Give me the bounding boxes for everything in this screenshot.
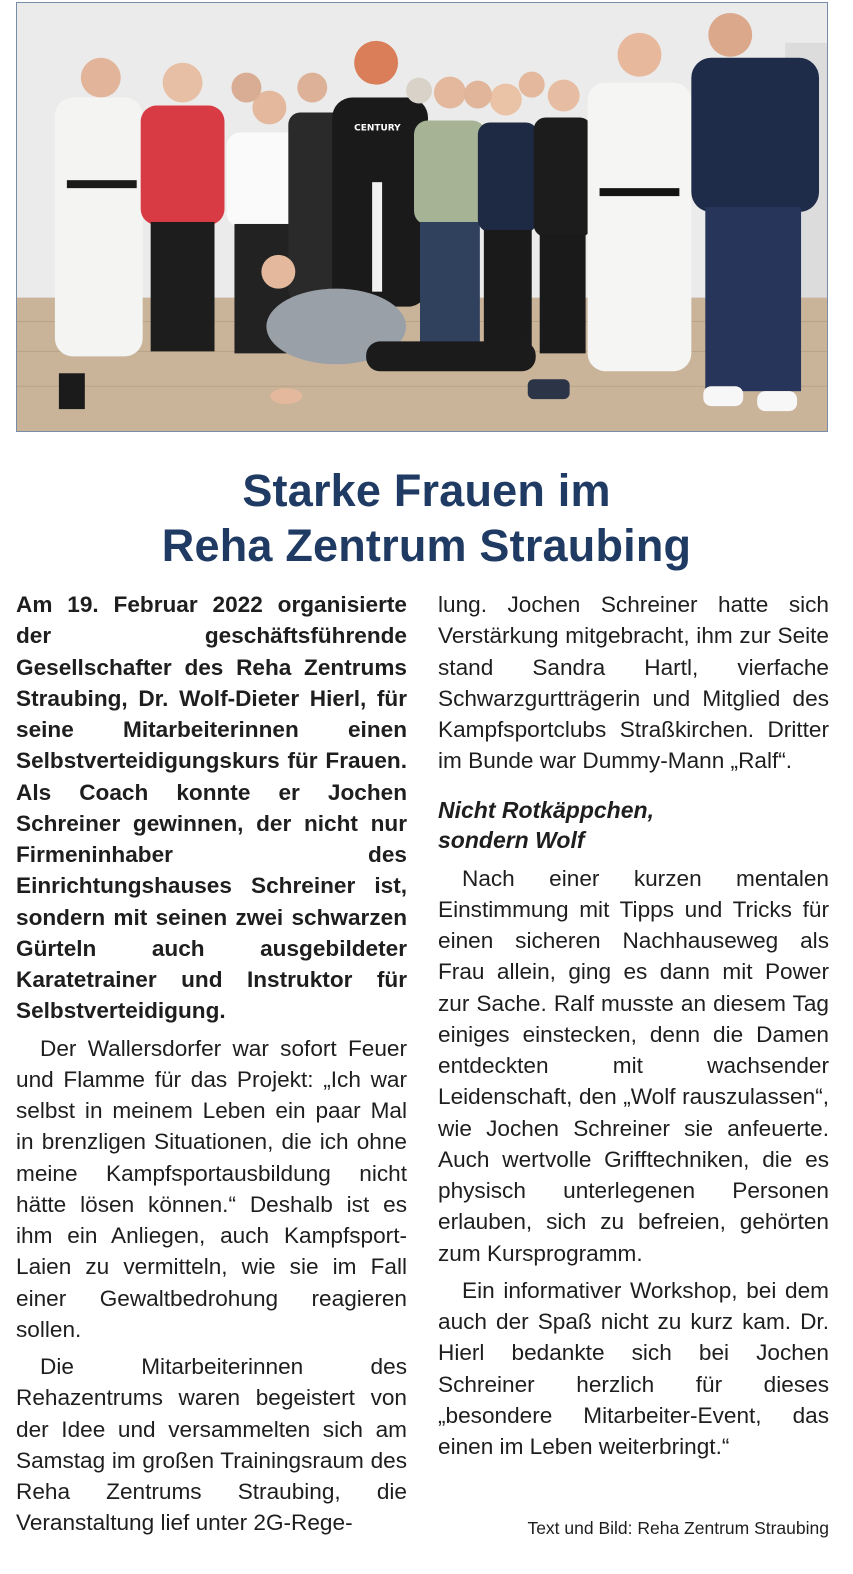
subheading-line-1: Nicht Rotkäppchen, bbox=[438, 796, 654, 823]
group-photo-image bbox=[17, 3, 827, 431]
body-paragraph-3: Nach einer kurzen mentalen Einstimmung mit Tipps und Tricks für einen sicheren Nachhauseweg als Frau allein, ging es dann mit Power zur Sache. Ralf musste an diesem Tag einiges einstecken, denn die Damen entdeckten mit wachsender Leidenschaft, den „Wolf rauszulassen“, wie Jochen Schreiner sie anfeuerte. Auch wertvolle Grifftechniken, die es physisch unterlegenen Personen erlauben, sich zu befreien, gehörten zum Kursprogramm. bbox=[438, 865, 829, 1266]
article-headline bbox=[0, 463, 853, 573]
headline-line-1: Starke Frauen im bbox=[242, 465, 611, 516]
body-paragraph-4: Ein informativer Workshop, bei dem auch der Spaß nicht zu kurz kam. Dr. Hierl bedankte sich bei Jochen Schreiner herzlich für dieses „besondere Mitarbeiter-Event, das einen im Leben weiterbringt.“ bbox=[438, 1277, 829, 1459]
headline-line-2: Reha Zentrum Straubing bbox=[161, 520, 692, 571]
right-column bbox=[438, 589, 829, 1462]
body-paragraph-1: Der Wallersdorfer war sofort Feuer und Flamme für das Projekt: „Ich war selbst in meinem Leben ein paar Mal in brenzligen Situationen, die ich ohne meine Kampfsportausbildung nicht hätte lösen können.“ Deshalb ist es ihm ein Anliegen, auch Kampfsport-Laien zu vermitteln, wie sie im Fall einer Gewaltbedrohung reagieren sollen. bbox=[16, 1035, 407, 1342]
left-column bbox=[16, 589, 407, 1539]
subheading bbox=[438, 795, 829, 855]
dummy-brand-label: CENTURY bbox=[354, 123, 401, 134]
photo-credit: Text und Bild: Reha Zentrum Straubing bbox=[527, 1518, 829, 1538]
lead-paragraph: Am 19. Februar 2022 organisierte der geschäftsführende Gesellschafter des Reha Zentrums Straubing, Dr. Wolf-Dieter Hierl, für seine Mitarbeiterinnen einen Selbstverteidigungskurs für Frauen. Als Coach konnte er Jochen Schreiner gewinnen, der nicht nur Firmeninhaber des Einrichtungshauses Schreiner ist, sondern mit seinen zwei schwarzen Gürteln auch ausgebildeter Karatetrainer und Instruktor für Selbstverteidigung. bbox=[16, 592, 407, 1024]
body-paragraph-2-start: Die Mitarbeiterinnen des Rehazentrums waren begeistert von der Idee und versammelten sich am Samstag im großen Trainingsraum des Reha Zentrums Straubing, die Veranstaltung lief unter 2G-Rege- bbox=[16, 1354, 407, 1536]
article-photo bbox=[16, 2, 828, 432]
body-paragraph-2-end: lung. Jochen Schreiner hatte sich Verstärkung mitgebracht, ihm zur Seite stand Sandra Hartl, vierfache Schwarzgurtträgerin und Mitglied des Kampfsportclubs Straßkirchen. Dritter im Bunde war Dummy-Mann „Ralf“. bbox=[438, 592, 829, 774]
subheading-line-2: sondern Wolf bbox=[438, 826, 585, 853]
